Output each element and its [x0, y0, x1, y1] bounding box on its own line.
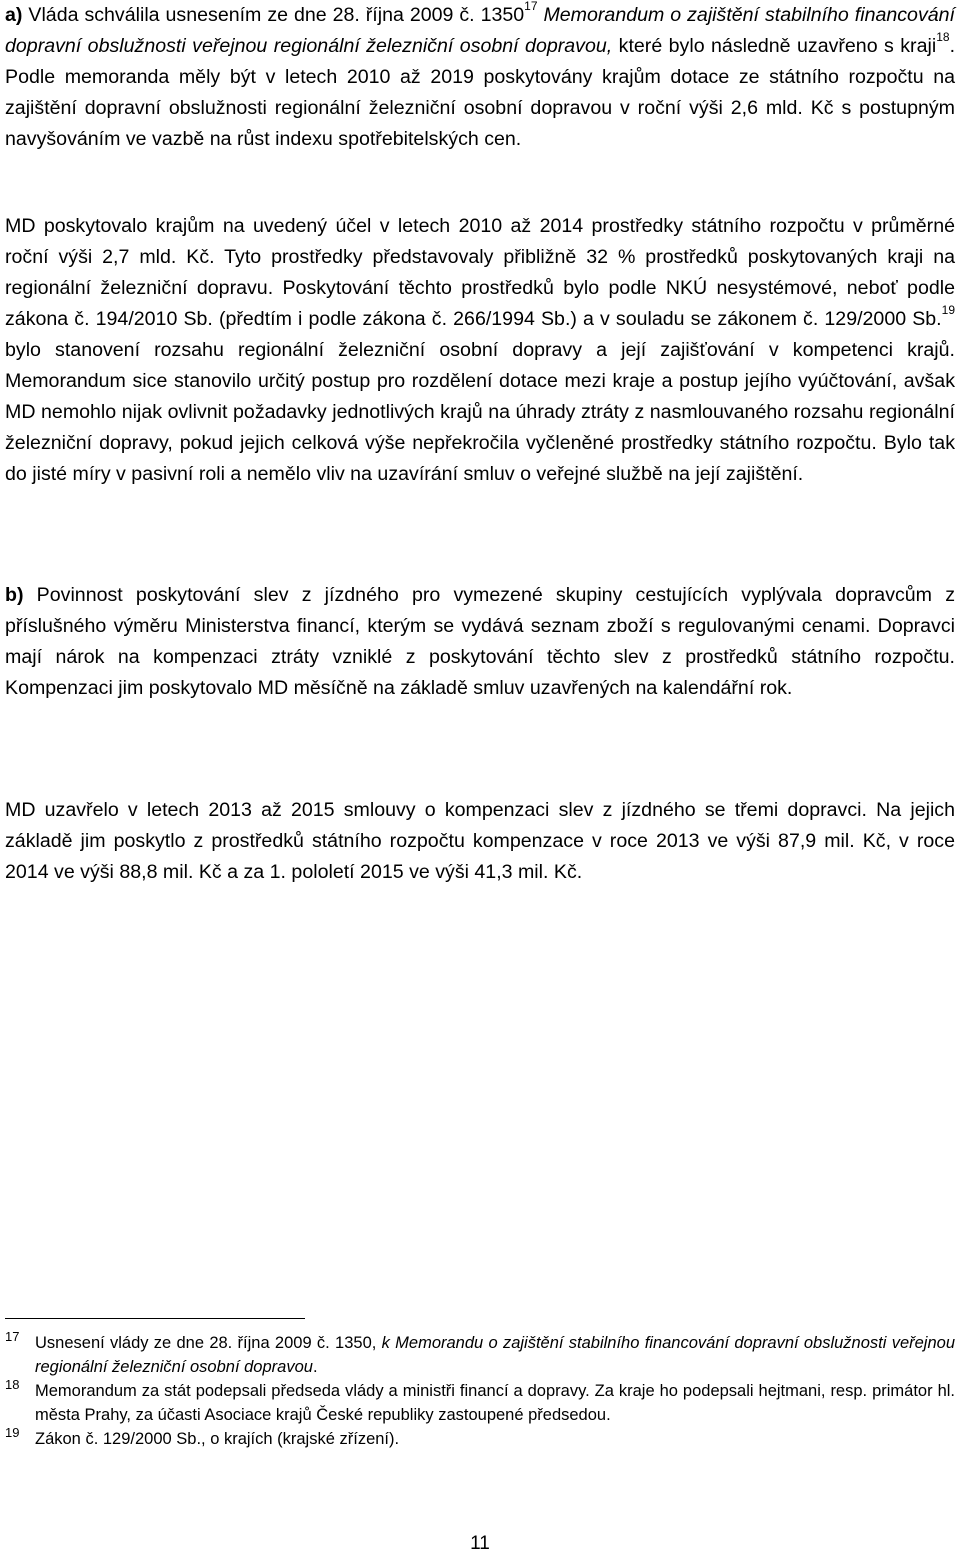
footnote-text-end: . [312, 1358, 318, 1376]
footnotes [5, 1331, 955, 1451]
footnote-number: 19 [5, 1425, 20, 1440]
paragraph-a-text-1: Vláda schválila usnesením ze dne 28. října 2009 č. 1350 [22, 4, 525, 26]
footnote-ref-17[interactable]: 17 [524, 0, 538, 14]
footnote-number: 17 [5, 1329, 20, 1344]
footnote-ref-18[interactable]: 18 [936, 30, 950, 45]
paragraph-md-funding-text-2: bylo stanovení rozsahu regionální železniční osobní dopravy a její zajišťování v kompetenci krajů. Memorandum sice stanovilo určitý postup pro rozdělení dotace mezi kraje a postup jejího vyúčtování, avšak MD nemohlo nijak ovlivnit požadavky jednotlivých krajů na úhrady ztráty z nasmlouvaného rozsahu regionální železniční dopravy, pokud jejich celková výše nepřekročila vyčleněné prostředky státního rozpočtu. Bylo tak do jisté míry v pasivní roli a nemělo vliv na uzavírání smluv o veřejné službě na její zajištění. [5, 339, 955, 485]
footnote-number: 18 [5, 1377, 20, 1392]
footnote-17 [5, 1331, 955, 1379]
paragraph-b-label: b) [5, 584, 24, 606]
footnote-text: Usnesení vlády ze dne 28. října 2009 č. 1350, [35, 1334, 377, 1352]
paragraph-b-text: Povinnost poskytování slev z jízdného pro vymezené skupiny cestujících vyplývala dopravcům z příslušného výměru Ministerstva financí, kterým se vydává seznam zboží s regulovanými cenami. Dopravci mají nárok na kompenzaci ztráty vzniklé z poskytování těchto slev z prostředků státního rozpočtu. Kompenzaci jim poskytovalo MD měsíčně na základě smluv uzavřených na kalendářní rok. [5, 584, 955, 699]
footnote-ref-19[interactable]: 19 [941, 303, 955, 318]
paragraph-a-text-4: . Podle memoranda měly být v letech 2010 až 2019 poskytovány krajům dotace ze státního rozpočtu na zajištění dopravní obslužnosti regionální železniční osobní dopravou v roční výši 2,6 mld. Kč s postupným navyšováním ve vazbě na růst indexu spotřebitelských cen. [5, 35, 956, 150]
paragraph-a-label: a) [5, 4, 23, 26]
footnote-separator [5, 1318, 305, 1319]
paragraph-b [5, 580, 955, 704]
page-number: 11 [470, 1533, 490, 1554]
paragraph-a-memorandum-title: Memorandum o zajištění stabilního financování dopravní obslužnosti veřejnou regionální železniční osobní dopravou, [5, 4, 955, 57]
paragraph-a-text-3: které bylo následně uzavřeno s kraji [612, 35, 937, 57]
footnote-18 [5, 1379, 955, 1427]
paragraph-md-compensation [5, 795, 955, 888]
footnote-19 [5, 1427, 955, 1451]
footnote-italic-text: k Memorandu o zajištění stabilního financování dopravní obslužnosti veřejnou regionální železniční osobní dopravou [35, 1334, 955, 1376]
footnote-text: Zákon č. 129/2000 Sb., o krajích (krajské zřízení). [35, 1430, 400, 1448]
paragraph-md-funding-text-1: MD poskytovalo krajům na uvedený účel v letech 2010 až 2014 prostředky státního rozpočtu v průměrné roční výši 2,7 mld. Kč. Tyto prostředky představovaly přibližně 32 % prostředků poskytovaných kraji na regionální železniční dopravu. Poskytování těchto prostředků bylo podle NKÚ nesystémové, neboť podle zákona č. 194/2010 Sb. (předtím i podle zákona č. 266/1994 Sb.) a v souladu se zákonem č. 129/2000 Sb. [5, 215, 955, 330]
footnote-text: Memorandum za stát podepsali předseda vlády a ministři financí a dopravy. Za kraje ho podepsali hejtmani, resp. primátor hl. města Prahy, za účasti Asociace krajů České republiky zastoupené předsedou. [35, 1382, 955, 1424]
paragraph-md-funding [5, 211, 955, 490]
paragraph-md-compensation-text: MD uzavřelo v letech 2013 až 2015 smlouvy o kompenzaci slev z jízdného se třemi dopravci. Na jejich základě jim poskytlo z prostředků státního rozpočtu kompenzace v roce 2013 ve výši 87,9 mil. Kč, v roce 2014 ve výši 88,8 mil. Kč a za 1. pololetí 2015 ve výši 41,3 mil. Kč. [5, 799, 955, 883]
paragraph-a [5, 0, 955, 155]
